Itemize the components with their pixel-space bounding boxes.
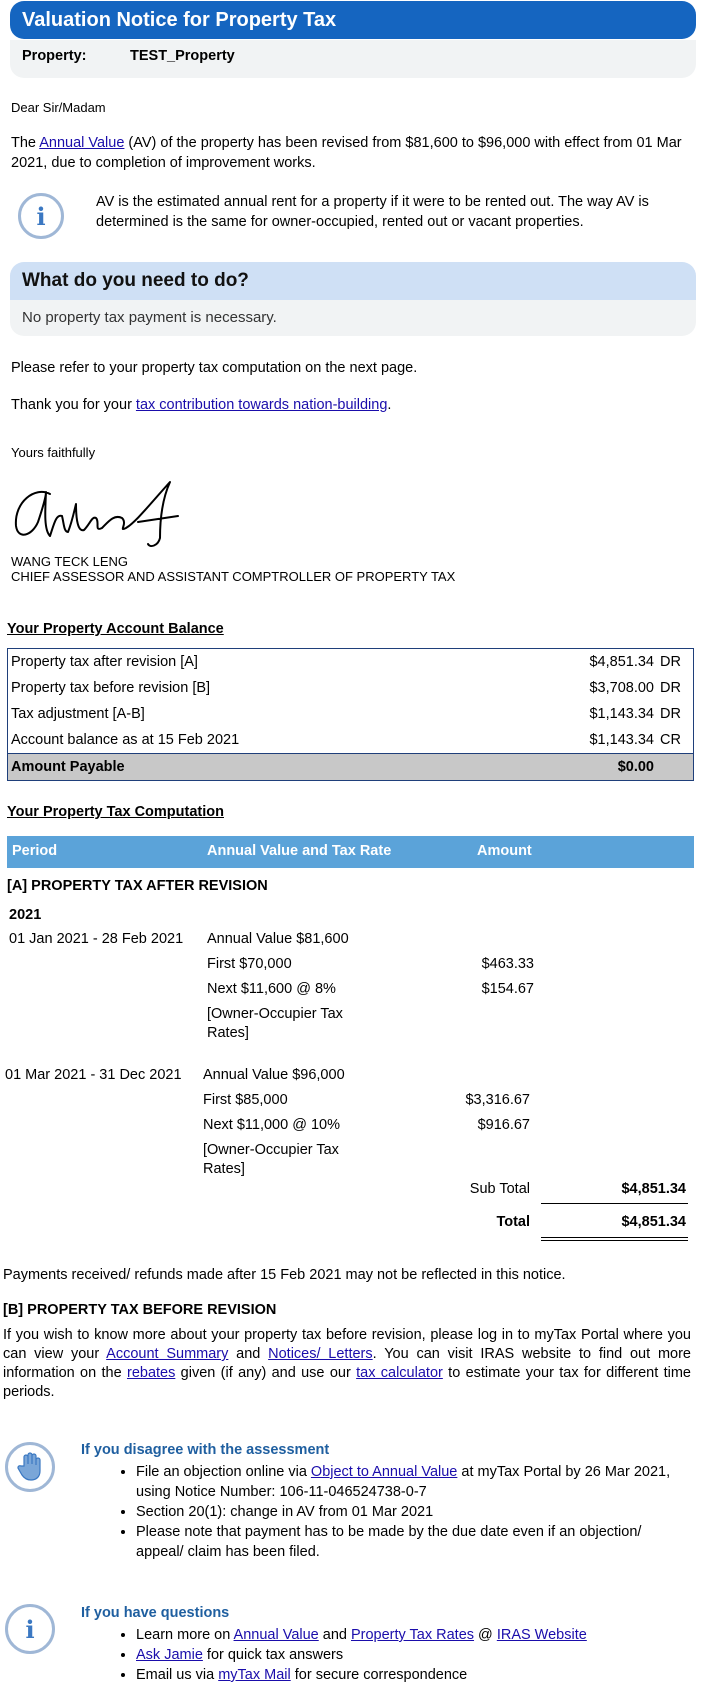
list-item: • Please note that payment has to be made by the due date even if an objection/ appeal/ claim has been filed. bbox=[136, 1522, 674, 1562]
text: Thank you for your bbox=[11, 397, 136, 413]
list-item bbox=[136, 1625, 674, 1645]
row-amount: $3,708.00 bbox=[589, 680, 654, 696]
notices-letters-link[interactable]: Notices/ Letters bbox=[268, 1346, 373, 1362]
text: @ bbox=[474, 1627, 497, 1643]
list-item: • Section 20(1): change in AV from 01 Mar 2021 bbox=[136, 1502, 674, 1522]
subtotal-label: Sub Total bbox=[469, 1181, 530, 1197]
row-amount: $4,851.34 bbox=[589, 654, 654, 670]
period-2: 01 Mar 2021 - 31 Dec 2021 bbox=[5, 1067, 182, 1083]
year-label: 2021 bbox=[9, 907, 42, 923]
rebates-link[interactable]: rebates bbox=[126, 1365, 176, 1381]
period-1-av: Annual Value $81,600 bbox=[207, 931, 349, 947]
questions-title: If you have questions bbox=[81, 1605, 230, 1621]
col-amount: Amount bbox=[477, 843, 532, 859]
list-item bbox=[136, 1645, 674, 1665]
row-drcr: CR bbox=[660, 732, 681, 748]
payments-note: Payments received/ refunds made after 15 Feb 2021 may not be reflected in this notice. bbox=[3, 1267, 566, 1283]
nation-building-link[interactable]: tax contribution towards nation-building bbox=[135, 397, 388, 413]
text: at myTax Portal by 26 Mar 2021, using Notice Number: 106-11-046524738-0-7 bbox=[136, 1464, 671, 1500]
total-value: $4,851.34 bbox=[621, 1214, 686, 1230]
revision-paragraph bbox=[11, 133, 696, 173]
section-a-title: [A] PROPERTY TAX AFTER REVISION bbox=[7, 878, 268, 894]
period-2-rate-1: First $85,000 bbox=[203, 1092, 288, 1108]
text: to estimate your tax for different time periods. bbox=[3, 1365, 691, 1400]
period-1-rate-2: Next $11,600 @ 8% bbox=[207, 981, 336, 997]
property-value: TEST_Property bbox=[130, 48, 235, 64]
period-1-rate-1: First $70,000 bbox=[207, 956, 292, 972]
hand-glyph bbox=[17, 1452, 43, 1482]
subtotal-rule bbox=[541, 1203, 688, 1204]
ask-jamie-link[interactable]: Ask Jamie bbox=[136, 1647, 203, 1663]
row-amount: $1,143.34 bbox=[589, 732, 654, 748]
period-1-amount-2: $154.67 bbox=[481, 981, 534, 997]
payable-drcr bbox=[657, 754, 694, 781]
mytax-mail-link[interactable]: myTax Mail bbox=[218, 1667, 291, 1683]
period-2-amount-2: $916.67 bbox=[477, 1117, 530, 1133]
disagree-list bbox=[114, 1462, 674, 1562]
text: If you wish to know more about your property tax before revision, please log in to myTax Portal where you can view your bbox=[3, 1327, 691, 1362]
thanks-text bbox=[11, 395, 696, 415]
row-drcr: DR bbox=[660, 654, 681, 670]
text: given (if any) and use our bbox=[175, 1365, 357, 1381]
table-row bbox=[8, 727, 694, 754]
amount-payable-row bbox=[8, 754, 694, 781]
action-body: No property tax payment is necessary. bbox=[10, 300, 696, 336]
total-label: Total bbox=[496, 1214, 530, 1230]
text: File an objection online via bbox=[136, 1464, 311, 1480]
row-label: Account balance as at 15 Feb 2021 bbox=[11, 732, 240, 748]
period-1-note-2: Rates] bbox=[207, 1025, 249, 1041]
row-drcr: DR bbox=[660, 706, 681, 722]
refer-text: Please refer to your property tax computation on the next page. bbox=[11, 360, 418, 376]
av-info-note: AV is the estimated annual rent for a property if it were to be rented out. The way AV is determined is the same for owner-occupied, rented out or vacant properties. bbox=[96, 194, 649, 230]
payable-amount: $0.00 bbox=[511, 754, 657, 781]
row-label: Tax adjustment [A-B] bbox=[11, 706, 145, 722]
text: (AV) of the property has been revised from $81,600 to $96,000 with effect from 01 Mar 2021, due to completion of improvement works. bbox=[11, 135, 682, 171]
balance-table bbox=[7, 648, 694, 781]
period-1: 01 Jan 2021 - 28 Feb 2021 bbox=[9, 931, 184, 947]
salutation: Dear Sir/Madam bbox=[11, 100, 106, 115]
total-rule bbox=[541, 1237, 688, 1238]
table-row bbox=[8, 649, 694, 676]
annual-value-link[interactable]: Annual Value bbox=[39, 135, 125, 151]
period-2-note-1: [Owner-Occupier Tax bbox=[203, 1142, 339, 1158]
balance-title: Your Property Account Balance bbox=[7, 621, 224, 637]
hand-icon bbox=[5, 1442, 55, 1492]
iras-website-link[interactable]: IRAS Website bbox=[496, 1627, 587, 1643]
computation-title: Your Property Tax Computation bbox=[7, 804, 224, 820]
tax-calculator-link[interactable]: tax calculator bbox=[356, 1365, 443, 1381]
property-bar bbox=[10, 40, 696, 78]
annual-value-link[interactable]: Annual Value bbox=[233, 1627, 319, 1643]
signatory-name: WANG TECK LENG bbox=[11, 554, 129, 569]
signature-image bbox=[10, 474, 185, 554]
text: for secure correspondence bbox=[290, 1667, 468, 1683]
text: Email us via bbox=[136, 1667, 219, 1683]
table-row bbox=[8, 701, 694, 727]
text: . bbox=[387, 397, 392, 413]
page-title: Valuation Notice for Property Tax bbox=[10, 1, 696, 39]
list-item bbox=[136, 1462, 674, 1502]
closing: Yours faithfully bbox=[11, 445, 96, 460]
text: for quick tax answers bbox=[202, 1647, 344, 1663]
computation-header bbox=[7, 836, 694, 868]
row-label: Property tax before revision [B] bbox=[11, 680, 211, 696]
action-heading: What do you need to do? bbox=[10, 262, 696, 300]
text: The bbox=[11, 135, 40, 151]
disagree-title: If you disagree with the assessment bbox=[81, 1442, 330, 1458]
col-period: Period bbox=[12, 843, 58, 859]
questions-list bbox=[114, 1625, 674, 1685]
text: and bbox=[228, 1346, 269, 1362]
table-row bbox=[8, 675, 694, 701]
text: Learn more on bbox=[136, 1627, 234, 1643]
section-b-text bbox=[3, 1326, 691, 1402]
text: . You can visit IRAS website to find out more information on the bbox=[3, 1346, 691, 1381]
list-item bbox=[136, 1665, 674, 1685]
total-rule-double bbox=[541, 1240, 688, 1241]
row-label: Property tax after revision [A] bbox=[11, 654, 198, 670]
object-av-link[interactable]: Object to Annual Value bbox=[310, 1464, 458, 1480]
col-av: Annual Value and Tax Rate bbox=[207, 843, 392, 859]
period-2-av: Annual Value $96,000 bbox=[203, 1067, 345, 1083]
period-2-rate-2: Next $11,000 @ 10% bbox=[203, 1117, 340, 1133]
subtotal-value: $4,851.34 bbox=[621, 1181, 686, 1197]
info-icon: i bbox=[5, 1604, 55, 1654]
row-drcr: DR bbox=[660, 680, 681, 696]
row-amount: $1,143.34 bbox=[589, 706, 654, 722]
section-b-title: [B] PROPERTY TAX BEFORE REVISION bbox=[3, 1302, 277, 1318]
period-2-amount-1: $3,316.67 bbox=[465, 1092, 530, 1108]
signatory-title: CHIEF ASSESSOR AND ASSISTANT COMPTROLLER OF PROPERTY TAX bbox=[11, 569, 456, 584]
property-label: Property: bbox=[22, 48, 87, 64]
period-2-note-2: Rates] bbox=[203, 1161, 245, 1177]
text: and bbox=[318, 1627, 351, 1643]
payable-label: Amount Payable bbox=[8, 754, 512, 781]
period-1-note-1: [Owner-Occupier Tax bbox=[207, 1006, 343, 1022]
info-icon: i bbox=[18, 193, 64, 239]
period-1-amount-1: $463.33 bbox=[481, 956, 534, 972]
property-tax-rates-link[interactable]: Property Tax Rates bbox=[350, 1627, 475, 1643]
account-summary-link[interactable]: Account Summary bbox=[106, 1346, 229, 1362]
